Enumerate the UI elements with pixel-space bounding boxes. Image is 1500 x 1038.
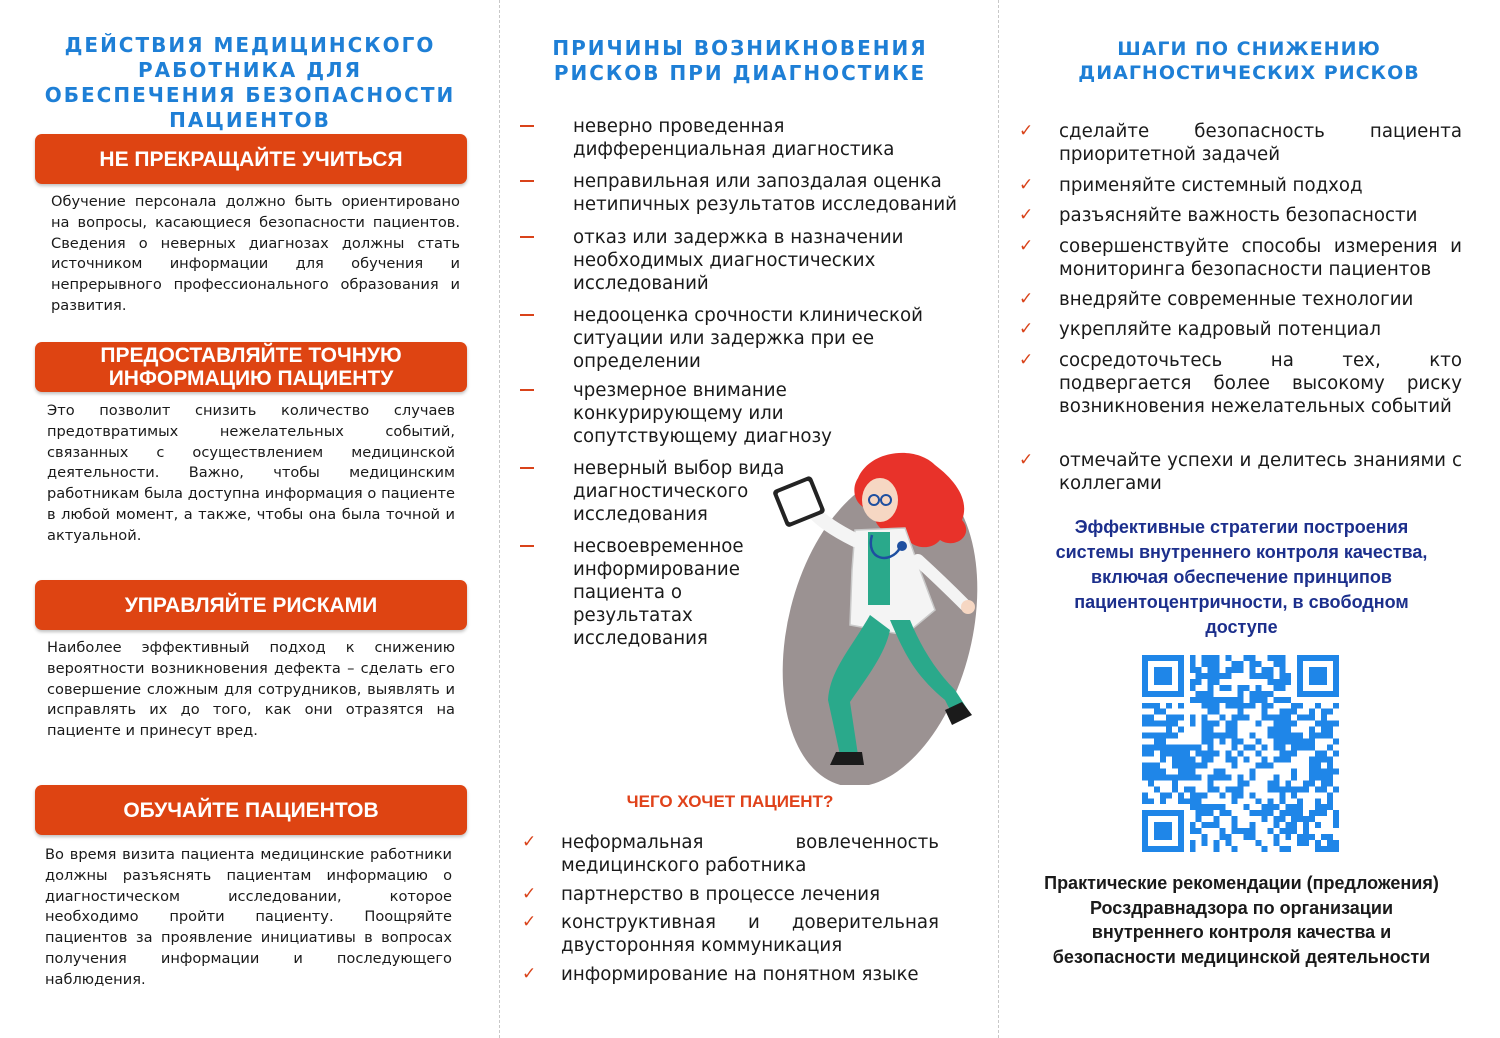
section-header-accurate-info: ПРЕДОСТАВЛЯЙТЕ ТОЧНУЮ ИНФОРМАЦИЮ ПАЦИЕНТУ: [35, 342, 467, 392]
check-icon: ✓: [1019, 205, 1034, 225]
doctor-illustration-icon: [740, 440, 985, 785]
left-column-title: ДЕЙСТВИЯ МЕДИЦИНСКОГО РАБОТНИКА ДЛЯ ОБЕСПЕЧЕНИЯ БЕЗОПАСНОСТИ ПАЦИЕНТОВ: [44, 33, 456, 132]
check-icon: ✓: [1019, 289, 1034, 309]
section-text-accurate-info: Это позволит снизить количество случаев предотвратимых нежелательных событий, связанных с осуществлением медицинской деятельности. Важно, чтобы медицинским работникам была доступна информация о пациенте в любой момент, а также, чтобы она была точной и актуальной.: [47, 402, 455, 544]
risk-text: неверно проведенная дифференциальная диагностика: [573, 116, 895, 160]
patient-want-text: партнерство в процессе лечения: [561, 884, 881, 905]
dash-icon: [520, 236, 534, 238]
dash-icon: [520, 314, 534, 316]
section-text-educate-patients: Во время визита пациента медицинские работники должны разъяснять пациентам информацию о диагностическом исследовании, которое необходимо пройти пациенту. Поощряйте пациентов за проявление инициативы в вопросах получения информации и последующего наблюдения.: [45, 846, 452, 988]
section-header-keep-learning: НЕ ПРЕКРАЩАЙТЕ УЧИТЬСЯ: [35, 134, 467, 184]
step-text: укрепляйте кадровый потенциал: [1059, 319, 1382, 340]
practical-recommendations-text: Практические рекомендации (предложения) Росздравнадзора по организации внутреннего контроля качества и безопасности медицинской деятельности: [1044, 873, 1439, 967]
qr-code-icon[interactable]: [1142, 655, 1339, 852]
check-icon: ✓: [522, 964, 537, 984]
step-text: сделайте безопасность пациента приоритетной задачей: [1059, 121, 1462, 165]
check-icon: ✓: [1019, 319, 1034, 339]
dash-icon: [520, 125, 534, 127]
check-icon: ✓: [1019, 175, 1034, 195]
risk-text: отказ или задержка в назначении необходимых диагностических исследований: [573, 227, 904, 294]
step-text: сосредоточьтесь на тех, кто подвергается более высокому риску возникновения нежелательных событий: [1059, 350, 1462, 417]
strategy-text: Эффективные стратегии построения системы внутреннего контроля качества, включая обеспечение принципов пациентоцентричности, в свободном доступе: [1055, 517, 1428, 637]
risk-text: неправильная или запоздалая оценка нетипичных результатов исследований: [573, 171, 957, 215]
check-icon: ✓: [522, 884, 537, 904]
dash-icon: [520, 545, 534, 547]
risk-text: неверный выбор вида диагностического исследования: [573, 458, 785, 525]
step-text: применяйте системный подход: [1059, 175, 1363, 196]
left-column: [0, 0, 499, 1038]
check-icon: ✓: [1019, 236, 1034, 256]
right-column: [999, 0, 1500, 1038]
section-text-manage-risks: Наиболее эффективный подход к снижению вероятности возникновения дефекта – сделать его совершение сложным для сотрудников, выявлять и исправлять их до того, как они отразятся на пациенте и принесут вред.: [47, 639, 455, 740]
check-icon: ✓: [1019, 350, 1034, 370]
step-text: отмечайте успехи и делитесь знаниями с коллегами: [1059, 450, 1462, 494]
patient-want-text: информирование на понятном языке: [561, 964, 919, 985]
patient-want-text: неформальная вовлеченность медицинского работника: [561, 832, 939, 876]
middle-column-title: ПРИЧИНЫ ВОЗНИКНОВЕНИЯ РИСКОВ ПРИ ДИАГНОСТИКЕ: [552, 36, 928, 85]
step-text: внедряйте современные технологии: [1059, 289, 1414, 310]
middle-column: [500, 0, 998, 1038]
dash-icon: [520, 180, 534, 182]
risk-text: недооценка срочности клинической ситуации или задержка при ее определении: [573, 305, 923, 372]
right-column-title: ШАГИ ПО СНИЖЕНИЮ ДИАГНОСТИЧЕСКИХ РИСКОВ: [1078, 38, 1420, 84]
check-icon: ✓: [522, 832, 537, 852]
patient-want-text: конструктивная и доверительная двусторонняя коммуникация: [561, 912, 939, 956]
section-header-manage-risks: УПРАВЛЯЙТЕ РИСКАМИ: [35, 580, 467, 630]
check-icon: ✓: [522, 912, 537, 932]
check-icon: ✓: [1019, 121, 1034, 141]
risk-text: чрезмерное внимание конкурирующему или сопутствующему диагнозу: [573, 380, 832, 447]
section-text-keep-learning: Обучение персонала должно быть ориентировано на вопросы, касающиеся безопасности пациентов. Сведения о неверных диагнозах должны стать источником информации для обучения и непрерывного профессионального образования и развития.: [51, 193, 460, 314]
risk-text: несвоевременное информирование пациента о результатах исследования: [573, 536, 744, 649]
dash-icon: [520, 389, 534, 391]
section-header-educate-patients: ОБУЧАЙТЕ ПАЦИЕНТОВ: [35, 785, 467, 835]
dash-icon: [520, 467, 534, 469]
step-text: разъясняйте важность безопасности: [1059, 205, 1418, 226]
patient-wants-title: ЧЕГО ХОЧЕТ ПАЦИЕНТ?: [626, 792, 834, 811]
check-icon: ✓: [1019, 450, 1034, 470]
step-text: совершенствуйте способы измерения и мониторинга безопасности пациентов: [1059, 236, 1462, 280]
